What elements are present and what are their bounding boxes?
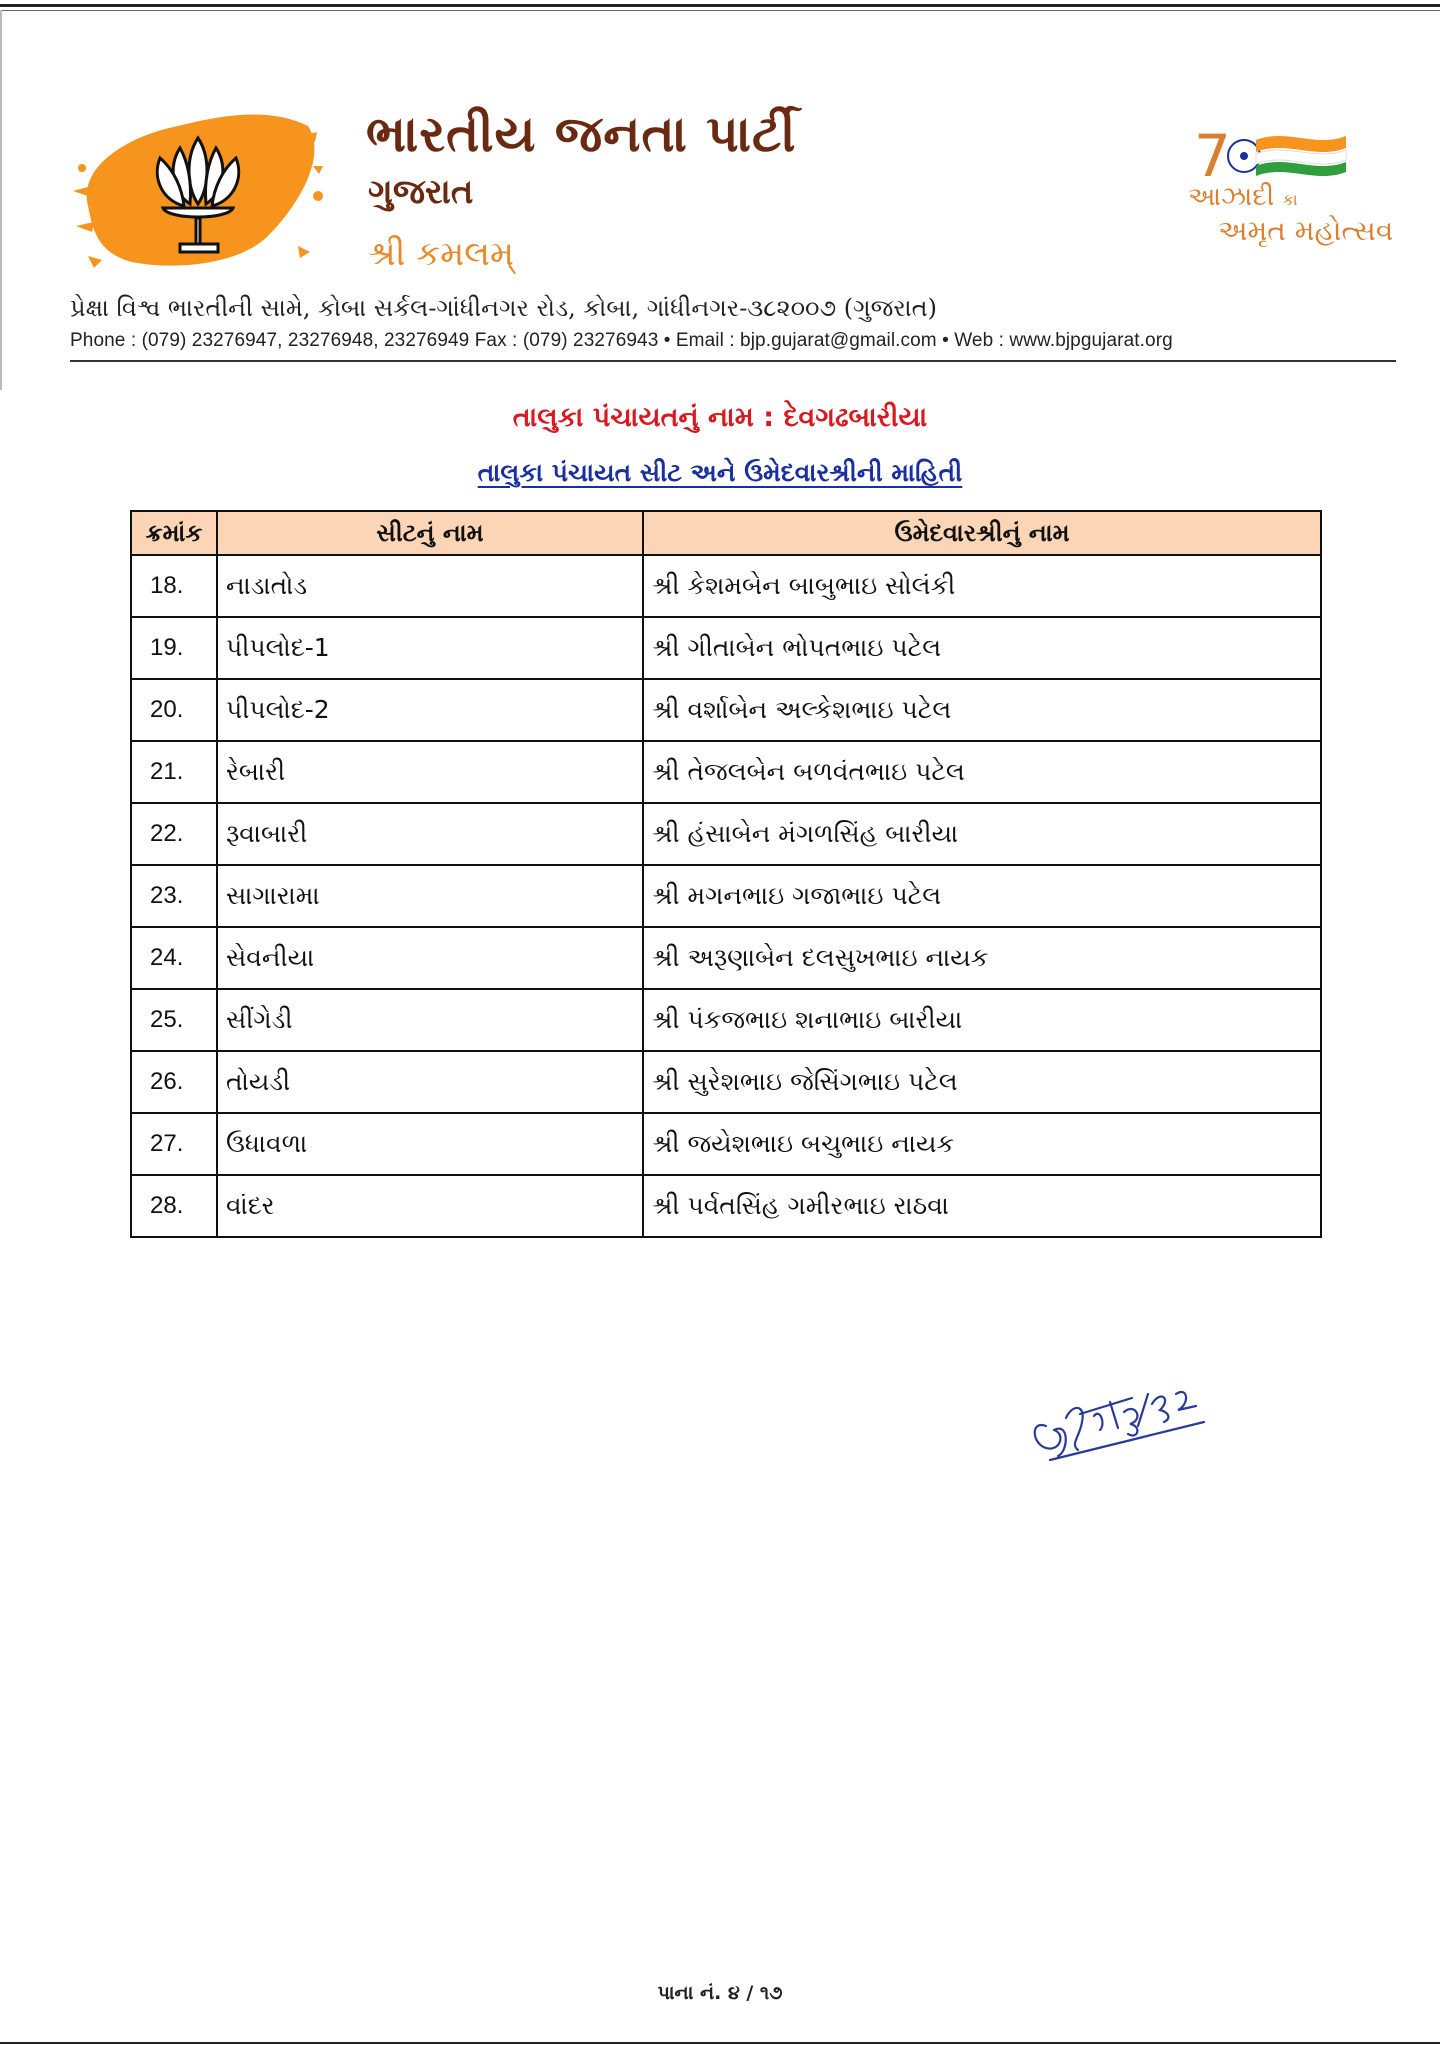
table-row (131, 989, 1321, 1051)
amrit-line2: અમૃત મહોત્સવ (1218, 214, 1394, 247)
table-row (131, 803, 1321, 865)
candidate-cell: શ્રી જયેશભાઇ બચુભાઇ નાયક (643, 1113, 1321, 1175)
table-row (131, 927, 1321, 989)
table-row (131, 1051, 1321, 1113)
table-row (131, 865, 1321, 927)
candidate-cell: શ્રી મગનભાઇ ગજાભાઇ પટેલ (643, 865, 1321, 927)
candidate-cell: શ્રી પર્વતસિંહ ગમીરભાઇ રાઠવા (643, 1175, 1321, 1237)
seat-cell: નાડાતોડ (217, 555, 643, 617)
seat-cell: ઉધાવળા (217, 1113, 643, 1175)
amrit-line1: આઝાદી કા (1188, 182, 1298, 212)
header-candidate: ઉમેદવારશ્રીનું નામ (643, 511, 1321, 555)
top-border (0, 4, 1440, 7)
taluka-title: તાલુકા પંચાયતનું નામ : દેવગઢબારીયા (512, 402, 928, 433)
bottom-border (0, 2042, 1440, 2044)
left-edge-line (0, 10, 2, 390)
candidate-cell: શ્રી અરૂણાબેન દલસુખભાઇ નાયક (643, 927, 1321, 989)
serial-cell: 26. (131, 1051, 217, 1113)
seat-cell: વાંદર (217, 1175, 643, 1237)
address: પ્રેક્ષા વિશ્વ ભારતીની સામે, કોબા સર્કલ-ગાંધીનગર રોડ, કોબા, ગાંધીનગર-૩૮૨૦૦૭ (ગુજરાત) (70, 294, 937, 322)
party-name: ભારતીય જનતા પાર્ટી (366, 104, 797, 163)
svg-text:7: 7 (1194, 122, 1231, 190)
table-row (131, 617, 1321, 679)
seat-cell: સેવનીયા (217, 927, 643, 989)
candidate-cell: શ્રી કેશમબેન બાબુભાઇ સોલંકી (643, 555, 1321, 617)
serial-cell: 28. (131, 1175, 217, 1237)
serial-cell: 20. (131, 679, 217, 741)
page-number: પાના નં. ૪ / ૧૭ (657, 1982, 783, 2004)
candidate-cell: શ્રી ગીતાબેન ભોપતભાઇ પટેલ (643, 617, 1321, 679)
office-name: શ્રી કમલમ્ (368, 234, 514, 274)
header-serial: ક્રમાંક (131, 511, 217, 555)
contact-info: Phone : (079) 23276947, 23276948, 23276949 Fax : (079) 23276943 • Email : bjp.gujarat@gmail.com • Web : www.bjpgujarat.org (70, 330, 1173, 351)
table-row (131, 1175, 1321, 1237)
seat-cell: રેબારી (217, 741, 643, 803)
header-divider (70, 360, 1396, 362)
serial-cell: 19. (131, 617, 217, 679)
table-header-row (131, 511, 1321, 555)
table-title: તાલુકા પંચાયત સીટ અને ઉમેદવારશ્રીની માહિતી (477, 458, 963, 487)
seat-cell: પીપલોદ-2 (217, 679, 643, 741)
seat-cell: સાગારામા (217, 865, 643, 927)
serial-cell: 23. (131, 865, 217, 927)
handwritten-signature (1020, 1364, 1210, 1474)
seat-cell: સીંગેડી (217, 989, 643, 1051)
serial-cell: 25. (131, 989, 217, 1051)
header-seat: સીટનું નામ (217, 511, 643, 555)
seat-cell: રૂવાબારી (217, 803, 643, 865)
candidate-cell: શ્રી પંકજભાઇ શનાભાઇ બારીયા (643, 989, 1321, 1051)
table-row (131, 679, 1321, 741)
serial-cell: 24. (131, 927, 217, 989)
state-name: ગુજરાત (368, 172, 474, 212)
table-row (131, 741, 1321, 803)
serial-cell: 18. (131, 555, 217, 617)
bjp-lotus-logo (68, 96, 328, 276)
table-row (131, 555, 1321, 617)
seat-cell: તોયડી (217, 1051, 643, 1113)
candidate-cell: શ્રી સુરેશભાઇ જેસિંગભાઇ પટેલ (643, 1051, 1321, 1113)
candidate-cell: શ્રી વર્શાબેન અલ્કેશભાઇ પટેલ (643, 679, 1321, 741)
top-border-inner (0, 10, 1440, 11)
serial-cell: 22. (131, 803, 217, 865)
serial-cell: 27. (131, 1113, 217, 1175)
candidate-cell: શ્રી તેજલબેન બળવંતભાઇ પટેલ (643, 741, 1321, 803)
seat-cell: પીપલોદ-1 (217, 617, 643, 679)
candidate-table (130, 510, 1322, 1238)
table-row (131, 1113, 1321, 1175)
candidate-cell: શ્રી હંસાબેન મંગળસિંહ બારીયા (643, 803, 1321, 865)
serial-cell: 21. (131, 741, 217, 803)
